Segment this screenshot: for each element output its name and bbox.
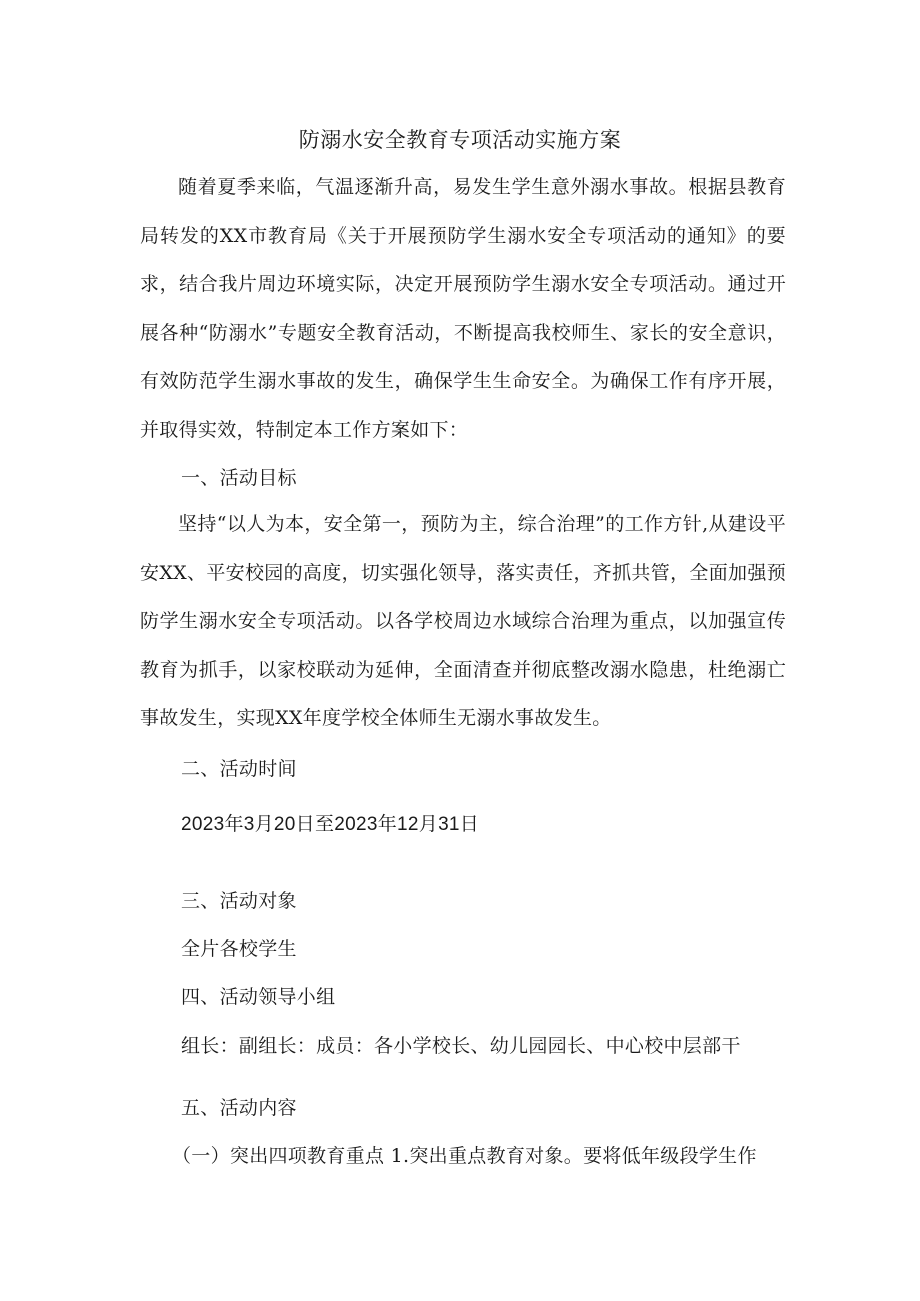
section-body-leadership: 组长：副组长：成员：各小学校长、幼儿园园长、中心校中层部干: [181, 1035, 741, 1057]
intro-paragraph: 随着夏季来临，气温逐渐升高，易发生学生意外溺水事故。根据县教育局转发的XX市教育局《关于开展预防学生溺水安全专项活动的通知》的要求，结合我片周边环境实际，决定开展预防学生溺水安全专项活动。通过开展各种“防溺水”专题安全教育活动，不断提高我校师生、家长的安全意识，有效防范学生溺水事故的发生，确保学生生命安全。为确保工作有序开展，并取得实效，特制定本工作方案如下：: [140, 176, 786, 441]
document-title: 防溺水安全教育专项活动实施方案: [298, 128, 622, 152]
section-body-content: （一）突出四项教育重点 1.突出重点教育对象。要将低年级段学生作: [172, 1145, 757, 1167]
section-heading-leadership: 四、活动领导小组: [181, 986, 336, 1008]
section-body-goals: 坚持“以人为本，安全第一，预防为主，综合治理”的工作方针,从建设平安XX、平安校园的高度，切实强化领导，落实责任，齐抓共管，全面加强预防学生溺水安全专项活动。以各学校周边水域综合治理为重点，以加强宣传教育为抓手，以家校联动为延伸，全面清查并彻底整改溺水隐患，杜绝溺亡事故发生，实现XX年度学校全体师生无溺水事故发生。: [140, 513, 786, 729]
section-body-time: 2023年3月20日至2023年12月31日: [181, 814, 480, 835]
section-heading-target: 三、活动对象: [181, 890, 297, 912]
section-heading-time: 二、活动时间: [181, 758, 297, 780]
section-heading-content: 五、活动内容: [181, 1097, 297, 1119]
section-body-target: 全片各校学生: [181, 938, 297, 960]
section-heading-goals: 一、活动目标: [181, 467, 297, 489]
